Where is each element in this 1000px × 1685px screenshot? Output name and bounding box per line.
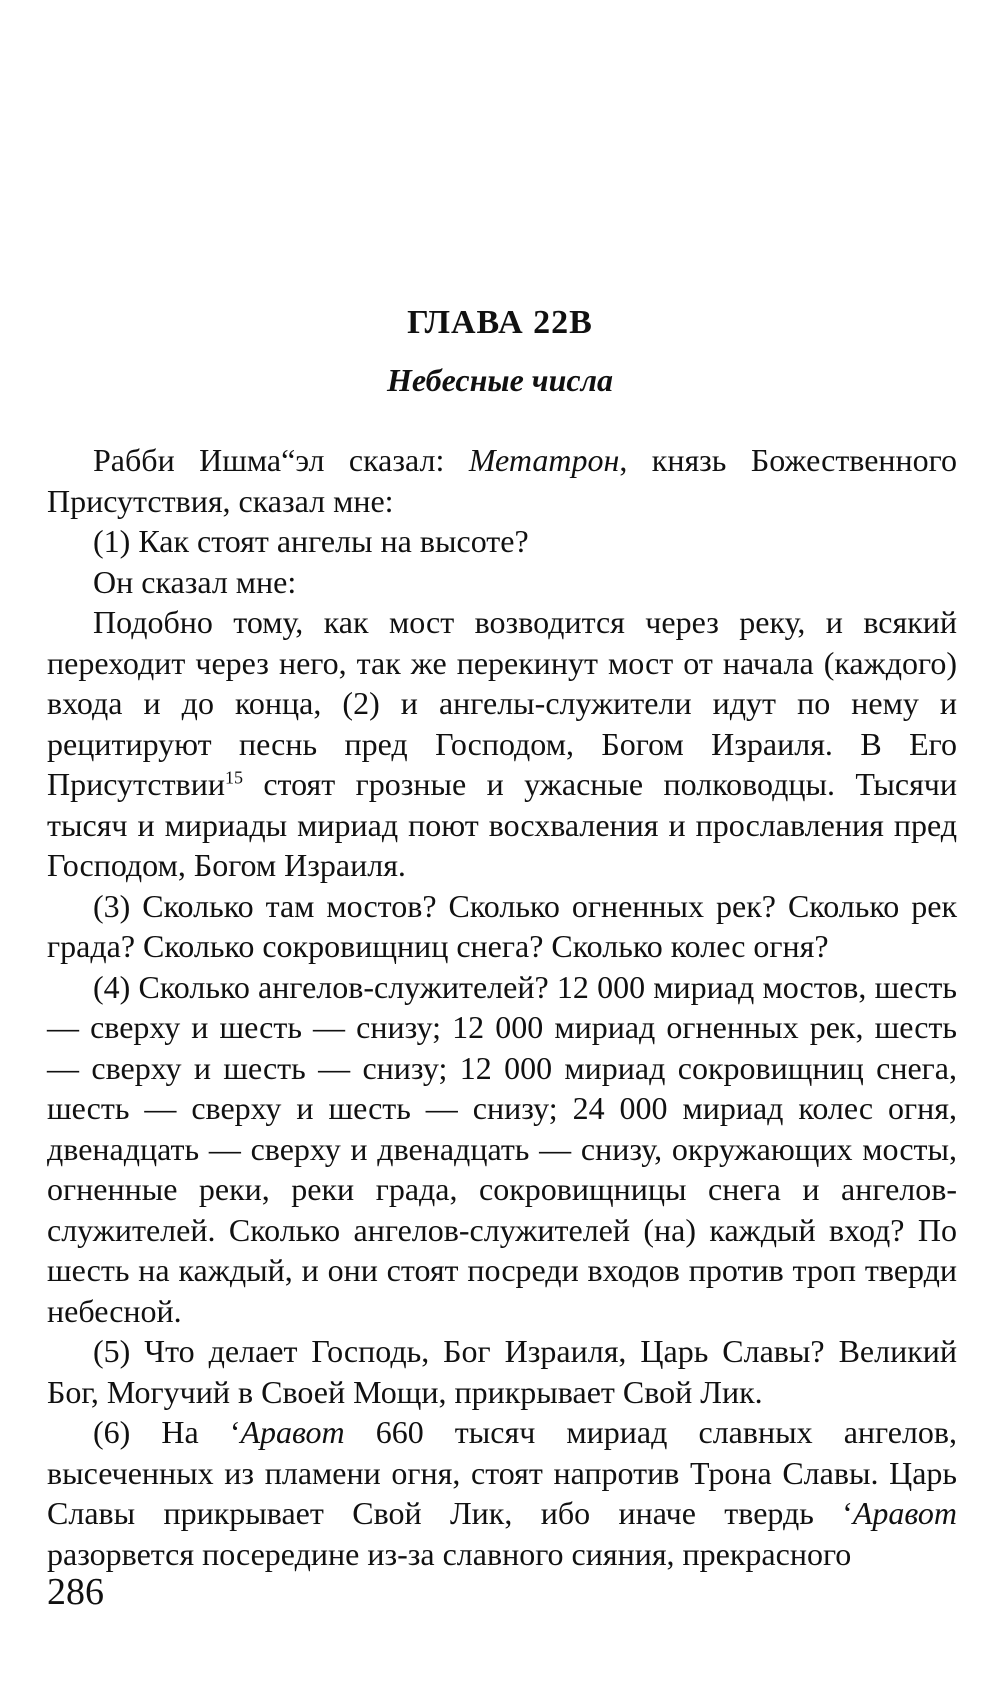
paragraph (47, 602, 957, 886)
chapter-subtitle: Небесные числа (386, 362, 613, 398)
paragraph (47, 1412, 957, 1574)
text-run: Рабби Ишма“эл сказал: (93, 442, 469, 478)
paragraph: (4) Сколько ангелов-служителей? 12 000 мириад мостов, шесть — сверху и шесть — снизу; 12 000 мириад огненных рек, шесть — сверху и шесть — снизу; 12 000 мириад сокровищниц снега, шесть — сверху и шесть — снизу; 24 000 мириад колес огня, двенадцать — сверху и двенадцать — снизу, окружающих мосты, огненные реки, реки града, сокровищницы снега и ангелов-служителей. Сколько ангелов-служителей (на) каждый вход? По шесть на каждый, и они стоят посреди входов против троп тверди небесной. (47, 968, 957, 1329)
text-run: Подобно тому, как мост возводится через реку, и всякий переходит через него, так же перекинут мост от начала (каждого) входа и до конца, (2) и ангелы-служители идут по нему и рецитируют песнь пред Господом, Богом Израиля. В Его Присутствии (47, 604, 957, 802)
body-text (47, 440, 957, 1574)
paragraph: (1) Как стоят ангелы на высоте? (93, 523, 529, 559)
paragraph (47, 440, 957, 521)
italic-name: Аравот (240, 1414, 345, 1450)
italic-name: Метатрон (468, 442, 620, 478)
paragraph: (3) Сколько там мостов? Сколько огненных рек? Сколько рек града? Сколько сокровищниц снега? Сколько колес огня? (47, 887, 957, 964)
page-number: 286 (47, 1571, 104, 1613)
text-run: 660 тысяч мириад славных ангелов, высеченных из пламени огня, стоят напротив Трона Славы. Царь Славы прикрывает Свой Лик, ибо иначе твердь ‘ (47, 1414, 958, 1531)
paragraph: (5) Что делает Господь, Бог Израиля, Царь Славы? Великий Бог, Могучий в Своей Мощи, прикрывает Свой Лик. (47, 1333, 957, 1410)
text-run: разорвется посередине из-за славного сияния, прекрасного (47, 1535, 852, 1572)
text-run: , князь Божественного Присутствия, сказал мне: (47, 442, 958, 519)
footnote-marker: 15 (224, 767, 243, 788)
italic-name: Аравот (852, 1495, 957, 1531)
chapter-heading: ГЛАВА 22B (407, 304, 593, 341)
paragraph: Он сказал мне: (93, 563, 297, 600)
text-run: (6) На ‘ (93, 1414, 241, 1450)
text-run: стоят грозные и ужасные полководцы. Тысячи тысяч и мириады мириад поют восхваления и прославления пред Господом, Богом Израиля. (47, 766, 957, 883)
